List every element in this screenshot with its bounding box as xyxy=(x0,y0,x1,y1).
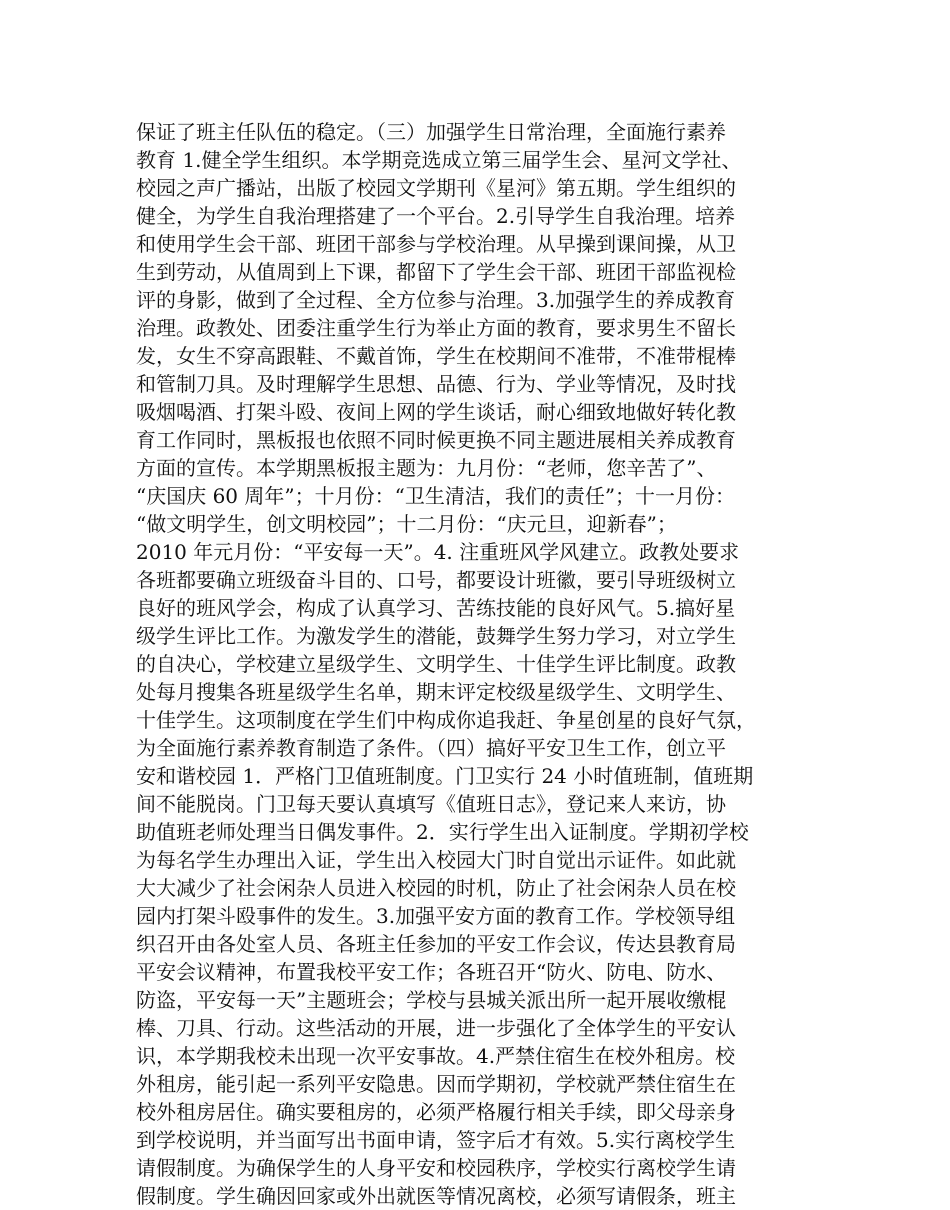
text-line: 级学生评比工作。为激发学生的潜能，鼓舞学生努力学习，对立学生 xyxy=(136,624,736,648)
text-line: 和管制刀具。及时理解学生思想、品德、行为、学业等情况，及时找 xyxy=(136,372,736,396)
text-line: 到学校说明，并当面写出书面申请，签字后才有效。5.实行离校学生 xyxy=(136,1128,736,1152)
text-line: 为全面施行素养教育制造了条件。（四）搞好平安卫生工作，创立平 xyxy=(136,736,726,760)
text-line: 2010 年元月份：“平安每一天”。4. 注重班风学风建立。政教处要求 xyxy=(136,540,740,564)
text-line: 为每名学生办理出入证，学生出入校园大门时自觉出示证件。如此就 xyxy=(136,848,736,872)
text-line: 处每月搜集各班星级学生名单，期末评定校级星级学生、文明学生、 xyxy=(136,680,736,704)
text-line: 安和谐校园 1．严格门卫值班制度。门卫实行 24 小时值班制，值班期 xyxy=(136,764,754,788)
text-line: 评的身影，做到了全过程、全方位参与治理。3.加强学生的养成教育 xyxy=(136,288,736,312)
text-line: 教育 1.健全学生组织。本学期竞选成立第三届学生会、星河文学社、 xyxy=(136,148,742,172)
text-line: 校外租房居住。确实要租房的，必须严格履行相关手续，即父母亲身 xyxy=(136,1100,736,1124)
text-line: 吸烟喝酒、打架斗殴、夜间上网的学生谈话，耐心细致地做好转化教 xyxy=(136,400,736,424)
text-line: 外租房，能引起一系列平安隐患。因而学期初，学校就严禁住宿生在 xyxy=(136,1072,736,1096)
text-line: 防盗，平安每一天”主题班会；学校与县城关派出所一起开展收缴棍 xyxy=(136,988,727,1012)
text-line: 健全，为学生自我治理搭建了一个平台。2.引导学生自我治理。培养 xyxy=(136,204,736,228)
text-line: 十佳学生。这项制度在学生们中构成你追我赶、争星创星的良好气氛， xyxy=(136,708,756,732)
text-line: “做文明学生，创文明校园”；十二月份：“庆元旦，迎新春”； xyxy=(136,512,677,536)
text-line: 织召开由各处室人员、各班主任参加的平安工作会议，传达县教育局 xyxy=(136,932,736,956)
text-line: “庆国庆 60 周年”；十月份：“卫生清洁，我们的责任”；十一月份： xyxy=(136,484,736,508)
text-line: 识，本学期我校未出现一次平安事故。4.严禁住宿生在校外租房。校 xyxy=(136,1044,736,1068)
text-line: 园内打架斗殴事件的发生。3.加强平安方面的教育工作。学校领导组 xyxy=(136,904,736,928)
text-line: 育工作同时，黑板报也依照不同时候更换不同主题进展相关养成教育 xyxy=(136,428,736,452)
text-line: 校园之声广播站，出版了校园文学期刊《星河》第五期。学生组织的 xyxy=(136,176,736,200)
text-line: 生到劳动，从值周到上下课，都留下了学生会干部、班团干部监视检 xyxy=(136,260,736,284)
text-line: 棒、刀具、行动。这些活动的开展，进一步强化了全体学生的平安认 xyxy=(136,1016,736,1040)
body-text xyxy=(136,118,816,1210)
text-line: 良好的班风学会，构成了认真学习、苦练技能的良好风气。5.搞好星 xyxy=(136,596,736,620)
text-line: 间不能脱岗。门卫每天要认真填写《值班日志》，登记来人来访，协 xyxy=(136,792,726,816)
text-line: 方面的宣传。本学期黑板报主题为：九月份：“老师，您辛苦了”、 xyxy=(136,456,717,480)
text-line: 助值班老师处理当日偶发事件。2．实行学生出入证制度。学期初学校 xyxy=(136,820,749,844)
text-line: 和使用学生会干部、班团干部参与学校治理。从早操到课间操，从卫 xyxy=(136,232,736,256)
text-line: 各班都要确立班级奋斗目的、口号，都要设计班徽，要引导班级树立 xyxy=(136,568,736,592)
text-line: 保证了班主任队伍的稳定。（三）加强学生日常治理，全面施行素养 xyxy=(136,120,726,144)
text-line: 平安会议精神，布置我校平安工作；各班召开“防火、防电、防水、 xyxy=(136,960,727,984)
text-line: 假制度。学生确因回家或外出就医等情况离校，必须写请假条，班主 xyxy=(136,1184,736,1208)
text-line: 的自决心，学校建立星级学生、文明学生、十佳学生评比制度。政教 xyxy=(136,652,736,676)
text-line: 大大减少了社会闲杂人员进入校园的时机，防止了社会闲杂人员在校 xyxy=(136,876,736,900)
text-line: 治理。政教处、团委注重学生行为举止方面的教育，要求男生不留长 xyxy=(136,316,736,340)
text-line: 请假制度。为确保学生的人身平安和校园秩序，学校实行离校学生请 xyxy=(136,1156,736,1180)
text-line: 发，女生不穿高跟鞋、不戴首饰，学生在校期间不准带，不准带棍棒 xyxy=(136,344,736,368)
